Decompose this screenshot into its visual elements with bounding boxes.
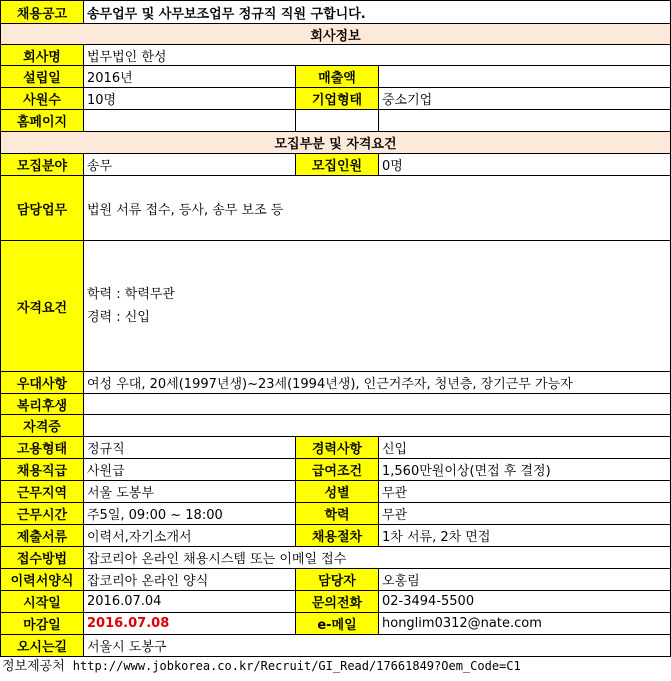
qualification-career: 경력 : 신입 [87, 310, 150, 325]
source-label: 정보제공처 [2, 659, 65, 674]
company-name-label: 회사명 [1, 45, 84, 66]
certificate-label: 자격증 [1, 415, 84, 437]
revenue-value [379, 66, 671, 88]
manager-value: 오홍림 [379, 569, 671, 591]
career-value: 신입 [379, 437, 671, 459]
homepage-label: 홈페이지 [1, 110, 84, 132]
qualification-label: 자격요건 [1, 241, 84, 372]
deadline-label: 마감일 [1, 613, 84, 635]
revenue-label: 매출액 [296, 66, 379, 88]
rank-label: 채용직급 [1, 459, 84, 481]
welfare-label: 복리후생 [1, 394, 84, 415]
founded-value: 2016년 [84, 66, 296, 88]
email-value[interactable]: honglim0312@nate.com [379, 613, 671, 635]
documents-value: 이력서,자기소개서 [84, 525, 296, 547]
salary-value: 1,560만원이상(면접 후 결정) [379, 459, 671, 481]
deadline-value: 2016.07.08 [84, 613, 296, 635]
preference-value: 여성 우대, 20세(1997년생)~23세(1994년생), 인근거주자, 청년층, 장기근무 가능자 [84, 372, 671, 394]
email-label: e-메일 [296, 613, 379, 635]
welfare-value [84, 394, 671, 415]
qualification-education: 학력 : 학력무관 [87, 287, 175, 302]
employment-type-label: 고용형태 [1, 437, 84, 459]
apply-method-label: 접수방법 [1, 547, 84, 569]
gender-value: 무관 [379, 481, 671, 503]
homepage-extra-cell [296, 110, 379, 132]
manager-label: 담당자 [296, 569, 379, 591]
headcount-label: 모집인원 [296, 154, 379, 176]
company-type-label: 기업형태 [296, 88, 379, 110]
process-value: 1차 서류, 2차 면접 [379, 525, 671, 547]
headcount-value: 0명 [379, 154, 671, 176]
directions-value: 서울시 도봉구 [84, 635, 671, 657]
company-name-value: 법무법인 한성 [84, 45, 671, 66]
homepage-value[interactable] [84, 110, 296, 132]
recruit-section-title: 모집부분 및 자격요건 [1, 132, 671, 154]
start-date-label: 시작일 [1, 591, 84, 613]
phone-label: 문의전화 [296, 591, 379, 613]
company-section-title: 회사정보 [1, 24, 671, 45]
rank-value: 사원급 [84, 459, 296, 481]
qualification-value [84, 241, 671, 372]
career-label: 경력사항 [296, 437, 379, 459]
directions-label: 오시는길 [1, 635, 84, 657]
source-url-link[interactable]: http://www.jobkorea.co.kr/Recruit/GI_Read/17661849?Oem_Code=C1 [72, 659, 521, 673]
apply-method-value: 잡코리아 온라인 채용시스템 또는 이메일 접수 [84, 547, 671, 569]
company-type-value: 중소기업 [379, 88, 671, 110]
start-date-value: 2016.07.04 [84, 591, 296, 613]
work-area-label: 근무지역 [1, 481, 84, 503]
education-value: 무관 [379, 503, 671, 525]
preference-label: 우대사항 [1, 372, 84, 394]
duty-value: 법원 서류 접수, 등사, 송무 보조 등 [84, 176, 671, 241]
posting-label: 채용공고 [1, 1, 84, 24]
field-value: 송무 [84, 154, 296, 176]
posting-title: 송무업무 및 사무보조업무 정규직 직원 구합니다. [84, 1, 671, 24]
phone-value: 02-3494-5500 [379, 591, 671, 613]
resume-form-label: 이력서양식 [1, 569, 84, 591]
work-hours-value: 주5일, 09:00 ~ 18:00 [84, 503, 296, 525]
education-label: 학력 [296, 503, 379, 525]
homepage-extra-cell-2 [379, 110, 671, 132]
work-area-value: 서울 도봉부 [84, 481, 296, 503]
duty-label: 담당업무 [1, 176, 84, 241]
salary-label: 급여조건 [296, 459, 379, 481]
source-footer [0, 657, 671, 676]
resume-form-value: 잡코리아 온라인 양식 [84, 569, 296, 591]
work-hours-label: 근무시간 [1, 503, 84, 525]
employment-type-value: 정규직 [84, 437, 296, 459]
employees-label: 사원수 [1, 88, 84, 110]
certificate-value [84, 415, 671, 437]
employees-value: 10명 [84, 88, 296, 110]
founded-label: 설립일 [1, 66, 84, 88]
documents-label: 제출서류 [1, 525, 84, 547]
process-label: 채용절차 [296, 525, 379, 547]
gender-label: 성별 [296, 481, 379, 503]
field-label: 모집분야 [1, 154, 84, 176]
